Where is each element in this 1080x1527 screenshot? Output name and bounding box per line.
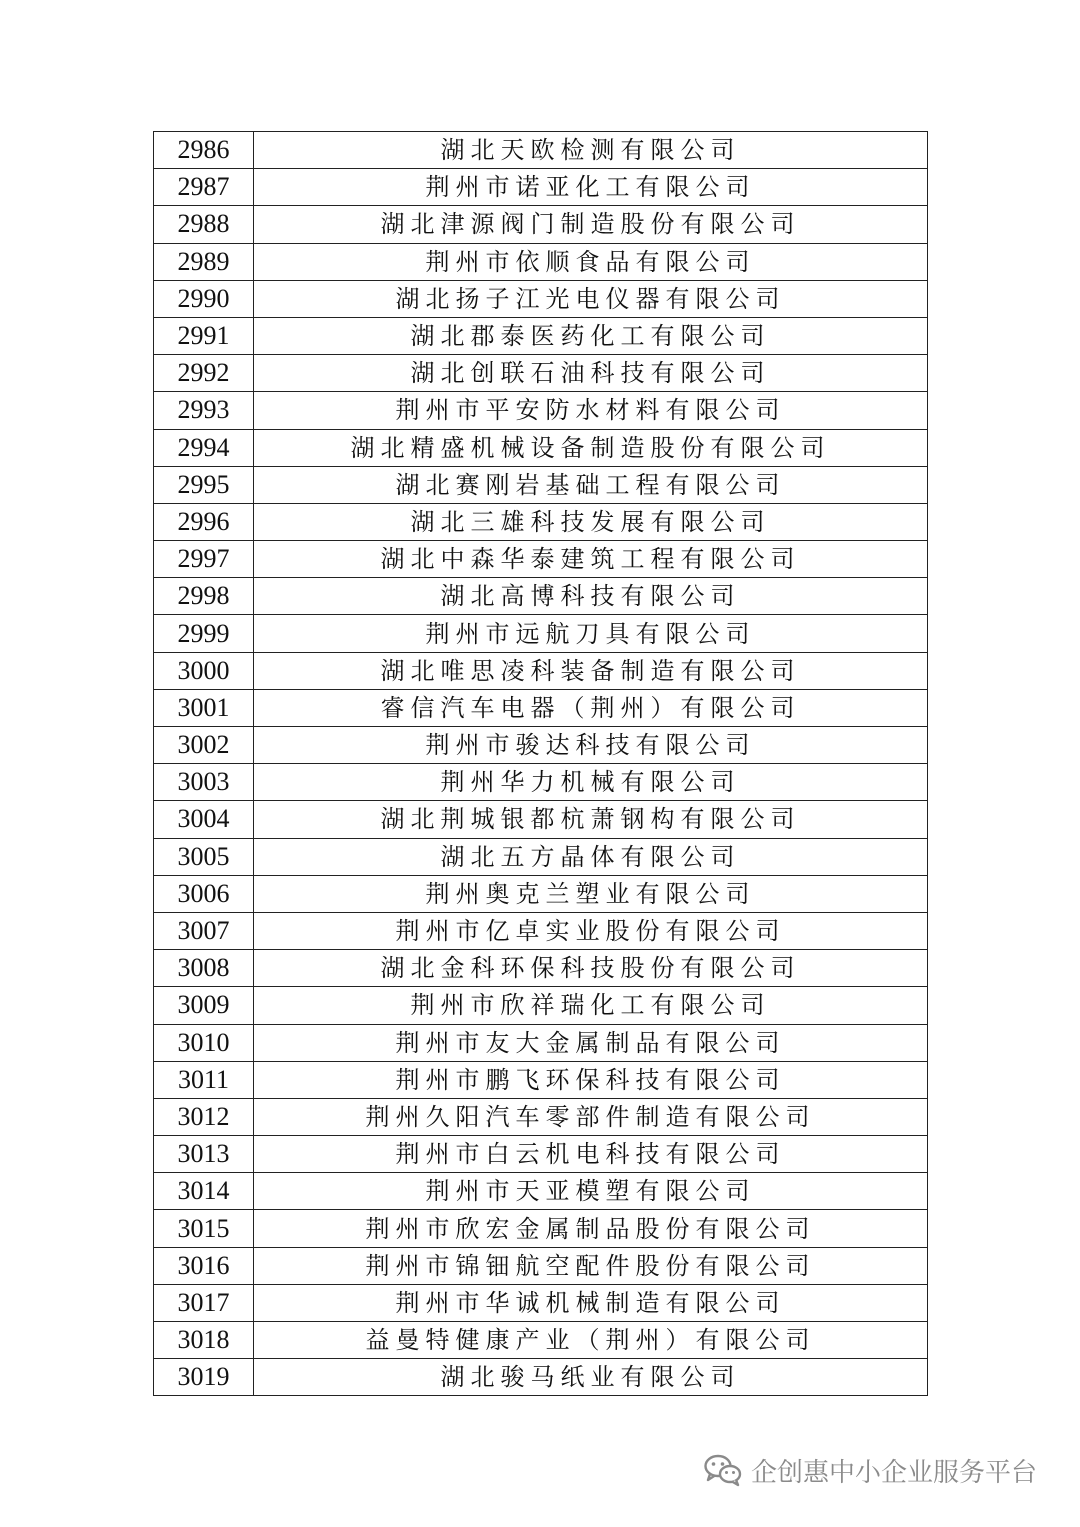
company-name: 睿信汽车电器（荆州）有限公司 xyxy=(254,689,928,726)
row-number: 2996 xyxy=(154,503,254,540)
row-number: 2987 xyxy=(154,169,254,206)
company-name: 荆州市锦钿航空配件股份有限公司 xyxy=(254,1247,928,1284)
table-row xyxy=(154,280,928,317)
table-row xyxy=(154,912,928,949)
row-number: 2995 xyxy=(154,466,254,503)
company-name: 荆州市欣祥瑞化工有限公司 xyxy=(254,987,928,1024)
table-row xyxy=(154,392,928,429)
row-number: 3009 xyxy=(154,987,254,1024)
company-name: 湖北津源阀门制造股份有限公司 xyxy=(254,206,928,243)
company-name: 湖北创联石油科技有限公司 xyxy=(254,355,928,392)
company-name: 荆州久阳汽车零部件制造有限公司 xyxy=(254,1098,928,1135)
company-name: 湖北三雄科技发展有限公司 xyxy=(254,503,928,540)
row-number: 3003 xyxy=(154,764,254,801)
table-row xyxy=(154,243,928,280)
row-number: 2988 xyxy=(154,206,254,243)
table-row xyxy=(154,950,928,987)
company-name: 荆州市华诚机械制造有限公司 xyxy=(254,1284,928,1321)
table-row xyxy=(154,1247,928,1284)
company-name: 湖北郡泰医药化工有限公司 xyxy=(254,317,928,354)
table-row xyxy=(154,317,928,354)
table-row xyxy=(154,652,928,689)
row-number: 3016 xyxy=(154,1247,254,1284)
table-row xyxy=(154,1061,928,1098)
wechat-icon xyxy=(703,1453,743,1487)
row-number: 3004 xyxy=(154,801,254,838)
table-body xyxy=(154,132,928,1396)
watermark xyxy=(703,1448,1037,1492)
table-row xyxy=(154,1210,928,1247)
company-name: 荆州市骏达科技有限公司 xyxy=(254,727,928,764)
row-number: 3010 xyxy=(154,1024,254,1061)
company-name: 荆州奥克兰塑业有限公司 xyxy=(254,875,928,912)
table-row xyxy=(154,355,928,392)
row-number: 2991 xyxy=(154,317,254,354)
company-name: 荆州市鹏飞环保科技有限公司 xyxy=(254,1061,928,1098)
company-name: 湖北扬子江光电仪器有限公司 xyxy=(254,280,928,317)
company-name: 荆州市欣宏金属制品股份有限公司 xyxy=(254,1210,928,1247)
company-name: 湖北中森华泰建筑工程有限公司 xyxy=(254,541,928,578)
row-number: 3012 xyxy=(154,1098,254,1135)
row-number: 3017 xyxy=(154,1284,254,1321)
row-number: 2986 xyxy=(154,132,254,169)
row-number: 3018 xyxy=(154,1322,254,1359)
company-name: 湖北五方晶体有限公司 xyxy=(254,838,928,875)
company-name: 荆州市诺亚化工有限公司 xyxy=(254,169,928,206)
table-row xyxy=(154,1322,928,1359)
table-row xyxy=(154,1359,928,1396)
company-name: 荆州市平安防水材料有限公司 xyxy=(254,392,928,429)
row-number: 2993 xyxy=(154,392,254,429)
table-row xyxy=(154,801,928,838)
company-name: 湖北荆城银都杭萧钢构有限公司 xyxy=(254,801,928,838)
row-number: 2998 xyxy=(154,578,254,615)
row-number: 3011 xyxy=(154,1061,254,1098)
company-name: 益曼特健康产业（荆州）有限公司 xyxy=(254,1322,928,1359)
company-name: 湖北唯思凌科装备制造有限公司 xyxy=(254,652,928,689)
row-number: 3014 xyxy=(154,1173,254,1210)
company-list-table xyxy=(153,131,928,1396)
company-name: 湖北高博科技有限公司 xyxy=(254,578,928,615)
row-number: 3015 xyxy=(154,1210,254,1247)
company-name: 湖北精盛机械设备制造股份有限公司 xyxy=(254,429,928,466)
table-row xyxy=(154,615,928,652)
row-number: 3006 xyxy=(154,875,254,912)
table-row xyxy=(154,466,928,503)
row-number: 2990 xyxy=(154,280,254,317)
table-row xyxy=(154,429,928,466)
table-row xyxy=(154,132,928,169)
row-number: 3002 xyxy=(154,727,254,764)
table-row xyxy=(154,875,928,912)
table-row xyxy=(154,838,928,875)
table-row xyxy=(154,764,928,801)
row-number: 3007 xyxy=(154,912,254,949)
table-row xyxy=(154,689,928,726)
company-name: 荆州市远航刀具有限公司 xyxy=(254,615,928,652)
row-number: 2994 xyxy=(154,429,254,466)
row-number: 2992 xyxy=(154,355,254,392)
company-name: 荆州市白云机电科技有限公司 xyxy=(254,1136,928,1173)
table-row xyxy=(154,206,928,243)
row-number: 3001 xyxy=(154,689,254,726)
table-row xyxy=(154,987,928,1024)
table-row xyxy=(154,1284,928,1321)
table-row xyxy=(154,1098,928,1135)
row-number: 3019 xyxy=(154,1359,254,1396)
company-name: 荆州华力机械有限公司 xyxy=(254,764,928,801)
row-number: 2999 xyxy=(154,615,254,652)
company-name: 荆州市依顺食品有限公司 xyxy=(254,243,928,280)
company-name: 荆州市亿卓实业股份有限公司 xyxy=(254,912,928,949)
company-name: 湖北金科环保科技股份有限公司 xyxy=(254,950,928,987)
watermark-text: 企创惠中小企业服务平台 xyxy=(751,1457,1038,1488)
row-number: 3005 xyxy=(154,838,254,875)
table-row xyxy=(154,503,928,540)
table-row xyxy=(154,1136,928,1173)
row-number: 3013 xyxy=(154,1136,254,1173)
company-name: 湖北赛刚岩基础工程有限公司 xyxy=(254,466,928,503)
company-name: 湖北天欧检测有限公司 xyxy=(254,132,928,169)
table-row xyxy=(154,578,928,615)
row-number: 2997 xyxy=(154,541,254,578)
row-number: 3000 xyxy=(154,652,254,689)
row-number: 2989 xyxy=(154,243,254,280)
table-row xyxy=(154,727,928,764)
table-row xyxy=(154,169,928,206)
table-row xyxy=(154,1173,928,1210)
company-name: 荆州市友大金属制品有限公司 xyxy=(254,1024,928,1061)
table-row xyxy=(154,1024,928,1061)
row-number: 3008 xyxy=(154,950,254,987)
table-row xyxy=(154,541,928,578)
company-name: 湖北骏马纸业有限公司 xyxy=(254,1359,928,1396)
company-name: 荆州市天亚模塑有限公司 xyxy=(254,1173,928,1210)
